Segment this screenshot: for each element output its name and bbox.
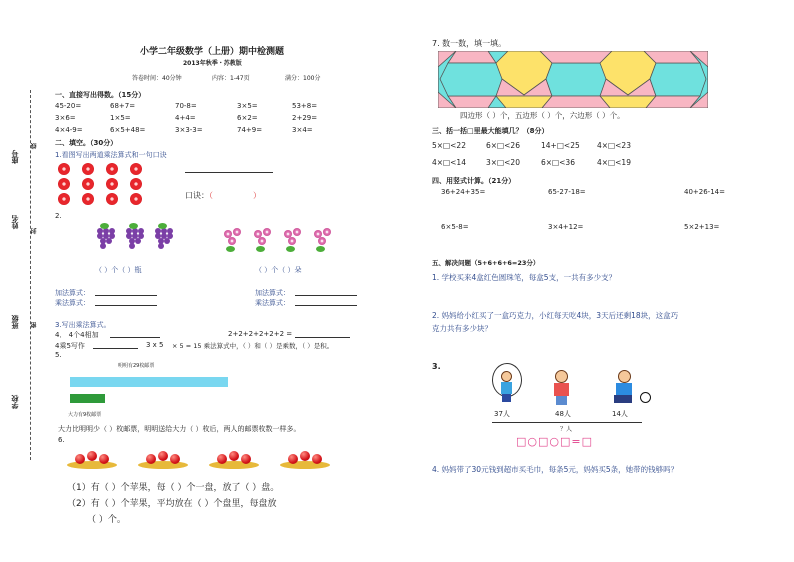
flower-leaf-icon (316, 246, 325, 252)
apple-icon (312, 454, 322, 464)
q5-n3: 3. (432, 362, 441, 371)
q7-caption: 四边形（ ）个，五边形（ ）个，六边形（ ）个。 (460, 111, 625, 120)
q2-heading: 二、填空。（30分） (55, 139, 118, 147)
grape-icon (164, 238, 170, 244)
grape-icon (158, 243, 164, 249)
q3-item: 4×□<23 (597, 141, 631, 150)
q4-item: 36+24+35= (441, 188, 486, 196)
flower-icon (293, 228, 301, 236)
seal-char: 封 (31, 228, 38, 234)
q1-item: 3×4= (292, 126, 313, 134)
flower-icon (263, 228, 271, 236)
mul-label-2: 乘法算式： (255, 299, 290, 307)
q4-item: 65-27-18= (548, 188, 586, 196)
exam-time: 答卷时间：40分钟 (132, 75, 182, 82)
apple-icon (75, 454, 85, 464)
plate-icon (138, 461, 188, 469)
red-flower-icon (130, 178, 142, 190)
seal-char: 密 (31, 322, 38, 328)
ming-bar (70, 377, 228, 387)
q3-heading: 三、括一括□里最大能填几？（8分） (432, 127, 549, 135)
q1-item: 3×5= (237, 102, 258, 110)
q3-item: 14+□<25 (541, 141, 580, 150)
q1-item: 3×6= (55, 114, 76, 122)
red-flower-icon (58, 163, 70, 175)
q2-s3a: 2+2+2+2+2+2 = (228, 330, 293, 338)
add-label-2: 加法算式： (255, 289, 290, 297)
grape-icon (100, 243, 106, 249)
apple-icon (300, 451, 310, 461)
answer-line (295, 337, 350, 338)
q1-heading: 一、直接写出得数。（15分） (55, 91, 146, 99)
dali-stamps: 大力有9枚邮票 (68, 412, 102, 418)
red-flower-icon (106, 178, 118, 190)
q2-n5: 5. (55, 351, 62, 359)
q1-item: 4×4-9= (55, 126, 83, 134)
q4-item: 5×2+13= (684, 223, 720, 231)
red-flower-icon (82, 193, 94, 205)
name-label: 姓名 (11, 215, 19, 229)
q3-item: 6×□<36 (541, 158, 575, 167)
flower-icon (258, 237, 266, 245)
q1-item: 74+9= (237, 126, 263, 134)
red-flower-icon (106, 163, 118, 175)
flower-leaf-icon (226, 246, 235, 252)
q2-s4c: 3 x 5 (146, 341, 164, 349)
q7-heading: 7. 数一数，填一填。 (432, 39, 507, 48)
red-flower-icon (130, 193, 142, 205)
apple-icon (146, 454, 156, 464)
kou-row (185, 190, 261, 201)
grape-icon (129, 243, 135, 249)
page-subtitle: 2013年秋季・苏教版 (183, 60, 242, 67)
q3-item: 5×□<22 (432, 141, 466, 150)
apple-icon (87, 451, 97, 461)
flower-icon (323, 228, 331, 236)
flower-leaf-icon (256, 246, 265, 252)
kid-count-1: 37人 (494, 410, 510, 418)
q2-s6a: （1）有（ ）个苹果，每（ ）个一盘，放了（ ）盘。 (67, 483, 280, 493)
add-label-1: 加法算式： (55, 289, 90, 297)
q1-item: 1×5= (110, 114, 131, 122)
ming-stamps: 明明有29枚邮票 (118, 363, 155, 369)
total-unknown: ？人 (560, 426, 573, 433)
q2-s4d: 4乘5写作 (55, 342, 85, 350)
answer-line (295, 295, 357, 296)
exam-scope: 内容：1-47页 (212, 75, 250, 82)
apple-icon (217, 454, 227, 464)
q3-item: 4×□<14 (432, 158, 466, 167)
kou-paren: （ ） (209, 191, 261, 200)
q1-item: 70-8= (175, 102, 197, 110)
q1-item: 45-20= (55, 102, 82, 110)
q4-item: 3×4+12= (548, 223, 584, 231)
mul-label-1: 乘法算式： (55, 299, 90, 307)
dali-bar (70, 394, 105, 403)
flower-icon (228, 237, 236, 245)
apple-icon (229, 451, 239, 461)
flower-caption: （ ）个（ ）朵 (255, 266, 302, 274)
q2-n2: 2. (55, 212, 62, 220)
grape-icon (135, 238, 141, 244)
q4-heading: 四、用竖式计算。（21分） (432, 177, 516, 185)
red-flower-icon (58, 193, 70, 205)
kid-football-icon (608, 370, 653, 406)
apple-icon (170, 454, 180, 464)
q5-heading: 五、解决问题（5+6+6+6=23分） (432, 259, 540, 267)
apple-icon (158, 451, 168, 461)
page-title: 小学二年级数学（上册）期中检测题 (140, 47, 285, 57)
q4-item: 6×5-8= (441, 223, 469, 231)
apple-icon (99, 454, 109, 464)
equation-boxes: □○□○□=□ (516, 435, 593, 448)
shapes-figure (438, 51, 708, 108)
kid-count-2: 48人 (555, 410, 571, 418)
q1-item: 4+4= (175, 114, 196, 122)
grape-leaf-icon (158, 223, 167, 229)
q4-item: 40+26-14= (684, 188, 725, 196)
kid-jumprope-icon (487, 363, 527, 405)
plate-icon (280, 461, 330, 469)
red-flower-icon (130, 163, 142, 175)
q5-p4: 4. 妈妈带了30元钱到超市买毛巾，每条5元，妈妈买5条，她带的钱够吗？ (432, 465, 679, 474)
plate-icon (209, 461, 259, 469)
answer-line (295, 305, 357, 306)
q5-p1: 1. 学校买来4盒红色圆珠笔，每盒5支，一共有多少支？ (432, 273, 617, 282)
q1-item: 2+29= (292, 114, 318, 122)
q1-item: 68+7= (110, 102, 136, 110)
q3-item: 3×□<20 (486, 158, 520, 167)
flower-icon (288, 237, 296, 245)
seal-char: 线 (31, 143, 38, 149)
answer-line (185, 172, 273, 173)
q3-item: 4×□<19 (597, 158, 631, 167)
answer-line (110, 337, 160, 338)
q2-s4b: × 5 = 15 乘法算式中，（ ）和（ ）是乘数，（ ）是积。 (172, 342, 334, 350)
q2-n6: 6. (58, 436, 65, 444)
q3-item: 6×□<26 (486, 141, 520, 150)
seat-no-label: 座号 (11, 150, 19, 164)
grape-leaf-icon (129, 223, 138, 229)
apple-icon (288, 454, 298, 464)
flower-icon (318, 237, 326, 245)
kid-shuttlecock-icon (548, 370, 576, 406)
grape-caption: （ ）个（ ）瓶 (95, 266, 142, 274)
q2-s4: 4． 4个4相加 (55, 331, 99, 339)
answer-line (95, 295, 157, 296)
kou-label: 口诀： (185, 191, 209, 200)
red-flower-icon (58, 178, 70, 190)
q5-p2a: 2. 妈妈给小红买了一盒巧克力，小红每天吃4块，3天后还剩18块，这盒巧 (432, 311, 679, 320)
class-label: 班级 (11, 315, 19, 329)
q1-item: 6×5+48= (110, 126, 146, 134)
q2-s6c: （ ）个。 (87, 515, 126, 525)
q2-s3: 3.写出乘法算式。 (55, 321, 111, 329)
q1-item: 3×3-3= (175, 126, 203, 134)
apple-icon (241, 454, 251, 464)
kid-count-3: 14人 (612, 410, 628, 418)
exam-score: 满分：100分 (285, 75, 321, 82)
red-flower-icon (106, 193, 118, 205)
q1-item: 6×2= (237, 114, 258, 122)
red-flower-icon (82, 178, 94, 190)
q1-item: 53+8= (292, 102, 318, 110)
q5-p2b: 克力共有多少块？ (432, 324, 492, 333)
q2-s1: 1.看图写出两道乘法算式和一句口诀 (55, 151, 167, 159)
school-label: 学校 (11, 395, 19, 409)
q2-s6b: （2）有（ ）个苹果，平均放在（ ）个盘里，每盘放 (67, 499, 277, 509)
flower-icon (233, 228, 241, 236)
total-bracket (492, 422, 642, 423)
grape-leaf-icon (100, 223, 109, 229)
q2-s5: 大力比明明少（ ）枚邮票，明明送给大力（ ）枚后，两人的邮票枚数一样多。 (58, 425, 301, 433)
flower-leaf-icon (286, 246, 295, 252)
answer-line (93, 348, 138, 349)
grape-icon (106, 238, 112, 244)
plate-icon (67, 461, 117, 469)
answer-line (95, 305, 157, 306)
red-flower-icon (82, 163, 94, 175)
